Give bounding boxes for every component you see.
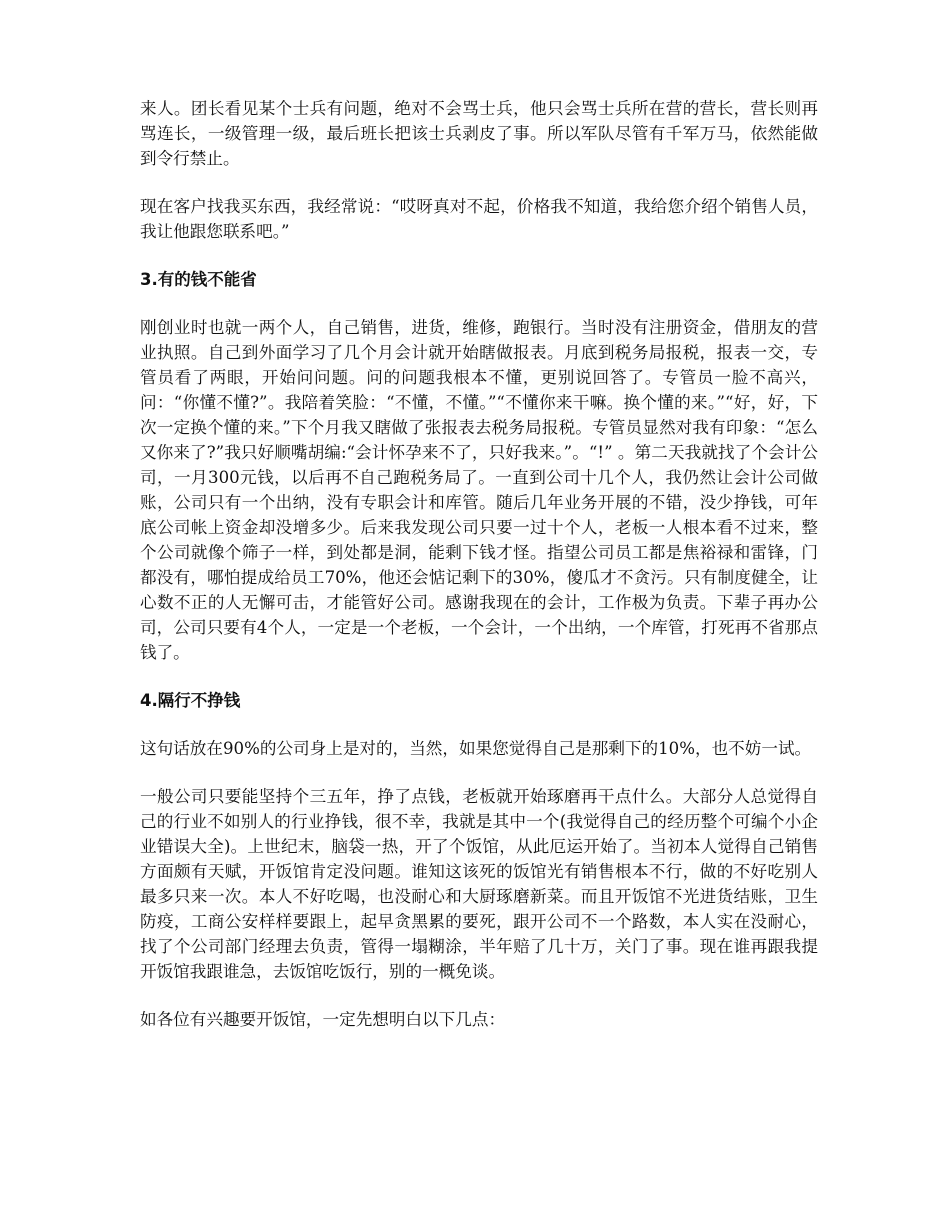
paragraph-accounting-story: 刚创业时也就一两个人，自己销售，进货，维修，跑银行。当时没有注册资金，借朋友的营业执照。自己到外面学习了几个月会计就开始瞎做报表。月底到税务局报税，报表一交，专管员看了两眼，开始问问题。问的问题我根本不懂，更别说回答了。专管员一脸不高兴，问：“你懂不懂?”。我陪着笑脸：“不懂，不懂。”“不懂你来干嘛。换个懂的来。”“好，好，下次一定换个懂的来。”下个月我又瞎做了张报表去税务局报税。专管员显然对我有印象：“怎么又你来了?”我只好顺嘴胡编:“会计怀孕来不了，只好我来。”。“!” 。第二天我就找了个会计公司，一月300元钱，以后再不自己跑税务局了。一直到公司十几个人，我仍然让会计公司做账，公司只有一个出纳，没有专职会计和库管。随后几年业务开展的不错，没少挣钱，可年底公司帐上资金却没增多少。后来我发现公司只要一过十个人，老板一人根本看不过来，整个公司就像个筛子一样，到处都是洞，能剩下钱才怪。指望公司员工都是焦裕禄和雷锋，门都没有，哪怕提成给员工70%，他还会惦记剩下的30%，傻瓜才不贪污。只有制度健全，让心数不正的人无懈可击，才能管好公司。感谢我现在的会计，工作极为负责。下辈子再办公司，公司只要有4个人，一定是一个老板，一个会计，一个出纳，一个库管，打死再不省那点钱了。 [140,318,818,662]
section-heading-4: 4.隔行不挣钱 [140,691,241,710]
paragraph-industry-intro: 这句话放在90%的公司身上是对的，当然，如果您觉得自己是那剩下的10%，也不妨一试。 [140,739,812,758]
paragraph-customer-reply: 现在客户找我买东西，我经常说：“哎呀真对不起，价格我不知道，我给您介绍个销售人员，我让他跟您联系吧。” [140,197,818,241]
section-heading-3: 3.有的钱不能省 [140,270,257,289]
paragraph-restaurant-advice: 如各位有兴趣要开饭馆，一定先想明白以下几点： [140,1010,506,1029]
paragraph-restaurant-story: 一般公司只要能坚持个三五年，挣了点钱，老板就开始琢磨再干点什么。大部分人总觉得自己的行业不如别人的行业挣钱，很不幸，我就是其中一个(我觉得自己的经历整个可编个小企业错误大全)。上世纪末，脑袋一热，开了个饭馆，从此厄运开始了。当初本人觉得自己销售方面颇有天赋，开饭馆肯定没问题。谁知这该死的饭馆光有销售根本不行，做的不好吃别人最多只来一次。本人不好吃喝，也没耐心和大厨琢磨新菜。而且开饭馆不光进货结账，卫生防疫，工商公安样样要跟上，起早贪黑累的要死，跟开公司不一个路数，本人实在没耐心，找了个公司部门经理去负责，管得一塌糊涂，半年赔了几十万，关门了事。现在谁再跟我提开饭馆我跟谁急，去饭馆吃饭行，别的一概免谈。 [140,787,818,981]
document-page [140,96,818,1032]
paragraph-army-management: 来人。团长看见某个士兵有问题，绝对不会骂士兵，他只会骂士兵所在营的营长，营长则再骂连长，一级管理一级，最后班长把该士兵剥皮了事。所以军队尽管有千军万马，依然能做到令行禁止。 [140,99,818,168]
